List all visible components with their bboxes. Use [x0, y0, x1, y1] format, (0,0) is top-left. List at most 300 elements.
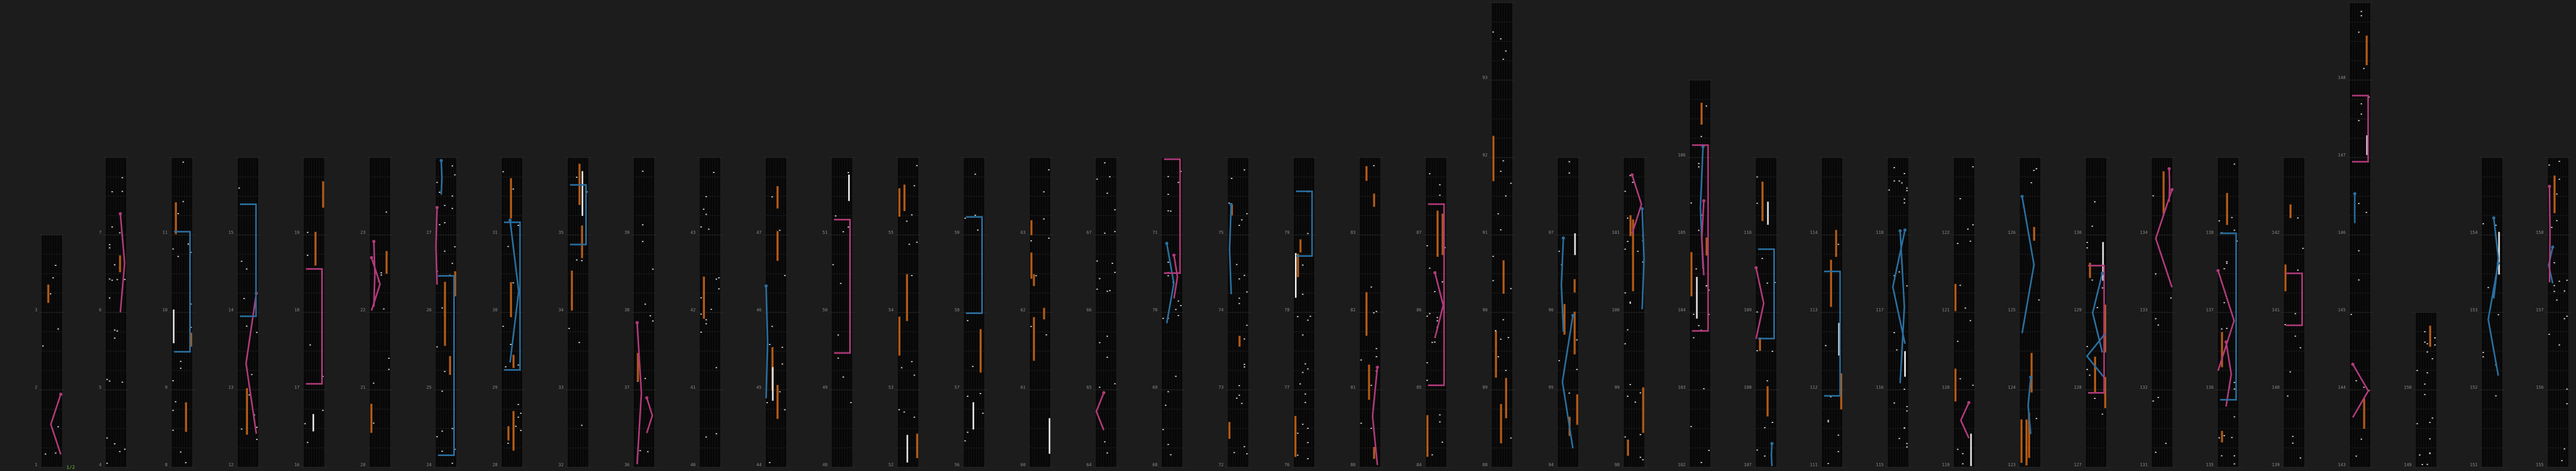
tap-note	[1429, 313, 1431, 314]
tap-note	[1109, 290, 1111, 291]
tap-note	[1498, 356, 1499, 357]
tap-note	[576, 260, 578, 261]
tap-note	[1048, 169, 1050, 170]
tap-note	[2234, 230, 2236, 231]
slide-star	[635, 321, 639, 324]
measure-number: 28	[492, 462, 498, 467]
slide-star	[1165, 242, 1168, 245]
tap-note	[2554, 291, 2555, 292]
slide-star	[2029, 375, 2032, 379]
hold-note	[386, 251, 388, 274]
tap-note	[1114, 383, 1116, 384]
hold-note	[980, 329, 982, 372]
tap-note	[1706, 106, 1708, 107]
tap-note	[769, 462, 771, 463]
tap-note	[645, 304, 646, 305]
tap-note	[2094, 398, 2096, 399]
tap-note	[185, 462, 187, 463]
tap-note	[2292, 443, 2294, 444]
tap-note	[2424, 342, 2426, 343]
measure-number: 106	[1678, 153, 1686, 158]
long-note	[1767, 202, 1769, 225]
tap-note	[1244, 446, 1245, 447]
tap-note	[109, 381, 111, 382]
tap-note	[1371, 428, 1372, 429]
tap-note	[1493, 256, 1494, 257]
tap-note	[640, 450, 641, 451]
measure-number: 56	[954, 462, 960, 467]
measure-number: 77	[1284, 385, 1290, 390]
tap-note	[2297, 217, 2299, 218]
measure-number: 109	[1744, 308, 1752, 312]
tap-note	[437, 182, 438, 183]
tap-note	[2551, 227, 2552, 228]
tap-note	[1371, 286, 1372, 287]
measure-number: 32	[558, 462, 564, 467]
tap-note	[911, 214, 913, 215]
tap-note	[701, 313, 702, 315]
tap-note	[2094, 201, 2096, 202]
measure-number: 25	[426, 385, 432, 390]
tap-note	[1239, 297, 1240, 299]
measure-number: 138	[2206, 230, 2214, 235]
tap-note	[1627, 329, 1628, 331]
tap-note	[2427, 464, 2428, 465]
tap-note	[766, 402, 768, 403]
tap-note	[1302, 294, 1303, 295]
tap-note	[2564, 318, 2565, 319]
measure-number: 128	[2074, 385, 2082, 390]
tap-note	[2285, 324, 2286, 325]
tap-note	[581, 260, 583, 261]
hold-note	[1437, 211, 1439, 257]
long-note	[1904, 351, 1906, 377]
tap-note	[106, 463, 108, 464]
tap-note	[1772, 422, 1773, 423]
tap-note	[1957, 243, 1959, 244]
measure-number: 143	[2338, 462, 2346, 467]
measure-number: 37	[624, 385, 630, 390]
slide-star	[2168, 167, 2171, 170]
hold-note	[1500, 404, 1502, 444]
tap-note	[1307, 320, 1309, 321]
slide-star	[2551, 246, 2554, 249]
tap-note	[251, 374, 253, 375]
hold-note	[370, 404, 373, 433]
tap-note	[241, 261, 243, 262]
long-note	[1295, 253, 1297, 298]
measure-number: 42	[690, 308, 696, 312]
tap-note	[779, 230, 781, 231]
hold-note	[1954, 284, 1957, 311]
tap-note	[848, 172, 849, 173]
measure-number: 68	[1152, 462, 1158, 467]
tap-note	[972, 366, 974, 367]
measure-number: 91	[1482, 230, 1488, 235]
long-note	[848, 175, 850, 201]
tap-note	[645, 378, 646, 379]
hold-note	[1762, 182, 1764, 221]
tap-note	[1233, 452, 1235, 453]
measure-number: 100	[1612, 308, 1620, 312]
tap-note	[1901, 182, 1903, 183]
slide-star	[1230, 203, 1233, 206]
tap-note	[975, 174, 976, 175]
tap-note	[2234, 163, 2236, 164]
tap-note	[2361, 114, 2362, 115]
measure-number: 125	[2008, 308, 2016, 312]
tap-note	[109, 297, 111, 299]
tap-note	[1114, 231, 1116, 232]
measure-number: 102	[1678, 462, 1686, 467]
tap-note	[1635, 402, 1636, 403]
tap-note	[2363, 68, 2365, 69]
slide-path	[2549, 186, 2550, 282]
tap-note	[2226, 263, 2228, 264]
tap-note	[307, 442, 308, 443]
tap-note	[1175, 376, 1177, 377]
tap-note	[1508, 337, 1509, 338]
tap-note	[1640, 457, 1641, 458]
measure-number: 36	[624, 462, 630, 467]
tap-note	[652, 269, 654, 270]
tap-note	[109, 244, 111, 245]
tap-note	[1307, 233, 1309, 234]
hold-note	[2226, 193, 2228, 225]
tap-note	[2356, 456, 2357, 457]
hold-note	[1627, 439, 1629, 456]
hold-note	[185, 403, 187, 432]
tap-note	[642, 224, 643, 225]
tap-note	[1376, 356, 1377, 357]
measure-number: 21	[360, 385, 366, 390]
measure-number: 40	[690, 462, 696, 467]
tap-note	[1168, 210, 1169, 211]
measure-number: 96	[1548, 308, 1554, 312]
tap-note	[1569, 161, 1570, 162]
measure-number: 117	[1876, 308, 1884, 312]
tap-note	[2361, 15, 2362, 16]
tap-note	[2287, 395, 2288, 396]
tap-note	[2231, 217, 2233, 218]
tap-note	[2422, 464, 2423, 465]
measure-number: 132	[2140, 385, 2148, 390]
tap-note	[1510, 437, 1512, 438]
tap-note	[173, 248, 174, 249]
tap-note	[173, 380, 174, 381]
measure-number: 135	[2206, 462, 2214, 467]
measure-number: 9	[165, 385, 168, 390]
tap-note	[256, 439, 258, 440]
tap-note	[2419, 454, 2420, 456]
measure-number: 43	[690, 230, 696, 235]
tap-note	[1972, 166, 1974, 167]
measure-number: 29	[492, 385, 498, 390]
measure-number: 133	[2140, 308, 2148, 312]
measure-number: 55	[888, 230, 894, 235]
hold-note	[2363, 398, 2365, 429]
tap-note	[909, 244, 910, 245]
tap-note	[1625, 191, 1626, 192]
tap-note	[1510, 288, 1512, 289]
tap-note	[1500, 171, 1502, 172]
tap-note	[2549, 164, 2550, 166]
tap-note	[2350, 314, 2352, 315]
tap-note	[1569, 172, 1570, 174]
tap-note	[2566, 403, 2568, 404]
tap-note	[444, 205, 446, 206]
tap-note	[779, 391, 781, 392]
measure-number: 120	[1942, 385, 1950, 390]
slide-star	[1102, 391, 1105, 394]
tap-note	[2234, 382, 2236, 383]
hold-note	[1043, 308, 1045, 319]
tap-note	[2086, 242, 2088, 243]
tap-note	[914, 185, 915, 186]
tap-note	[112, 280, 113, 281]
tap-note	[508, 246, 509, 247]
measure-number: 149	[2404, 462, 2412, 467]
tap-note	[1640, 392, 1641, 394]
tap-note	[177, 256, 179, 257]
tap-note	[1965, 308, 1966, 309]
tap-note	[1772, 351, 1773, 352]
hold-note	[1033, 274, 1035, 286]
hold-note	[1701, 103, 1703, 124]
slide-star	[1562, 237, 1565, 240]
hold-note	[1239, 336, 1241, 347]
tap-note	[2089, 375, 2091, 376]
measure-number: 10	[162, 308, 168, 312]
tap-note	[772, 197, 773, 198]
tap-note	[850, 402, 852, 403]
tap-note	[835, 215, 836, 216]
tap-note	[2221, 328, 2223, 329]
tap-note	[106, 437, 108, 438]
tap-note	[2559, 161, 2561, 162]
tap-note	[452, 166, 453, 167]
tap-note	[58, 328, 59, 329]
hold-note	[510, 178, 512, 218]
slide-star	[370, 256, 373, 259]
measure-number: 118	[1876, 230, 1884, 235]
slide-star	[1770, 442, 1773, 445]
tap-note	[1246, 213, 1248, 214]
tap-note	[1642, 459, 1644, 460]
tap-note	[2366, 212, 2368, 213]
hold-note	[1426, 415, 1429, 457]
hold-note	[1030, 220, 1033, 235]
tap-note	[1838, 435, 1840, 436]
tap-note	[642, 241, 643, 242]
tap-note	[2554, 262, 2555, 263]
tap-note	[1371, 385, 1372, 386]
tap-note	[1701, 136, 1702, 137]
tap-note	[967, 432, 968, 433]
tap-note	[1693, 314, 1695, 315]
long-note	[973, 402, 974, 429]
tap-note	[2036, 418, 2037, 419]
tap-note	[772, 326, 773, 327]
tap-note	[256, 332, 258, 333]
tap-note	[1168, 176, 1169, 177]
tap-note	[1170, 454, 1171, 456]
measure-number: 115	[1876, 462, 1884, 467]
tap-note	[1970, 241, 1972, 242]
slide-star	[2021, 195, 2024, 198]
tap-note	[246, 269, 247, 270]
tap-note	[173, 410, 174, 411]
tap-note	[2556, 220, 2558, 221]
tap-note	[117, 331, 118, 332]
measure-number: 156	[2536, 385, 2544, 390]
measure-number: 151	[2470, 462, 2478, 467]
tap-note	[114, 329, 115, 331]
tap-note	[1231, 178, 1232, 179]
tap-note	[437, 347, 438, 348]
tap-note	[305, 423, 306, 424]
tap-note	[2361, 103, 2362, 104]
tap-note	[2564, 449, 2565, 450]
tap-note	[1625, 343, 1626, 344]
tap-note	[307, 232, 308, 233]
tap-note	[705, 319, 707, 320]
tap-note	[1244, 364, 1245, 365]
tap-note	[1630, 303, 1631, 304]
tap-note	[383, 309, 385, 310]
tap-note	[2300, 347, 2301, 348]
tap-note	[106, 379, 108, 380]
tap-note	[1361, 423, 1362, 424]
tap-note	[2086, 346, 2088, 347]
hold-note	[175, 202, 177, 234]
tap-note	[2488, 287, 2489, 288]
tap-note	[576, 177, 578, 178]
measure-number: 59	[954, 230, 960, 235]
tap-note	[1625, 436, 1626, 437]
tap-note	[2549, 334, 2550, 335]
tap-note	[1239, 385, 1240, 386]
tap-note	[1828, 463, 1829, 464]
tap-note	[1505, 51, 1507, 52]
measure-number: 64	[1086, 462, 1092, 467]
measure-number: 71	[1152, 230, 1158, 235]
tap-note	[1170, 210, 1171, 211]
tap-note	[2033, 170, 2035, 171]
tap-note	[1701, 462, 1702, 463]
tap-note	[1625, 292, 1626, 293]
measure-number: 78	[1284, 308, 1290, 312]
measure-number: 67	[1086, 230, 1092, 235]
tap-note	[1429, 173, 1431, 174]
tap-note	[581, 425, 583, 426]
measure-number: 146	[2338, 230, 2346, 235]
measure-number: 72	[1218, 462, 1224, 467]
measure-number: 124	[2008, 385, 2016, 390]
hold-note	[1365, 166, 1368, 180]
tap-note	[2429, 422, 2431, 423]
tap-note	[1426, 380, 1428, 381]
tap-note	[1246, 292, 1248, 293]
measure-number: 31	[492, 230, 498, 235]
tap-note	[119, 232, 121, 233]
tap-note	[1178, 301, 1180, 302]
tap-note	[1168, 194, 1169, 195]
measure-number: 122	[1942, 230, 1950, 235]
tap-note	[1439, 195, 1441, 196]
tap-note	[1708, 450, 1710, 451]
tap-note	[1764, 456, 1766, 457]
slide-star	[1173, 254, 1176, 257]
measure-number: 86	[1416, 308, 1422, 312]
measure-number: 139	[2272, 462, 2280, 467]
tap-note	[1300, 383, 1301, 384]
tap-note	[518, 365, 519, 366]
tap-note	[256, 427, 258, 428]
measure-number: 158	[2536, 230, 2544, 235]
hold-note	[1503, 260, 1505, 294]
hold-note	[1030, 253, 1033, 279]
measure-number: 93	[1482, 75, 1488, 80]
tap-note	[1236, 398, 1238, 399]
tap-note	[1757, 203, 1758, 204]
tap-note	[2092, 280, 2093, 281]
measure-number: 98	[1614, 462, 1620, 467]
tap-note	[2356, 380, 2357, 381]
tap-note	[2221, 456, 2223, 457]
tap-note	[701, 332, 702, 333]
tap-note	[1239, 225, 1240, 226]
tap-note	[2554, 285, 2555, 286]
tap-note	[782, 347, 783, 348]
tap-note	[2361, 11, 2362, 12]
hold-note	[1576, 394, 1578, 425]
tap-note	[914, 375, 915, 376]
tap-note	[1165, 405, 1167, 406]
tap-note	[2155, 273, 2156, 274]
tap-note	[520, 413, 522, 414]
tap-note	[1899, 438, 1900, 439]
tap-note	[122, 177, 123, 178]
tap-note	[848, 226, 849, 227]
tap-note	[1373, 312, 1375, 313]
tap-note	[2224, 268, 2225, 269]
long-note	[1696, 277, 1698, 318]
measure-number: 7	[99, 230, 102, 235]
tap-note	[1297, 316, 1299, 317]
tap-note	[2165, 443, 2167, 444]
tap-note	[2427, 351, 2428, 352]
tap-note	[1906, 187, 1908, 189]
tap-note	[1495, 330, 1496, 331]
tap-note	[55, 452, 57, 453]
tap-note	[42, 346, 44, 347]
tap-note	[1030, 326, 1032, 327]
tap-note	[114, 337, 115, 339]
tap-note	[1972, 384, 1974, 386]
hold-note	[1954, 368, 1957, 401]
tap-note	[2224, 435, 2225, 436]
measure-number: 41	[690, 385, 696, 390]
tap-note	[1305, 363, 1306, 364]
tap-note	[1757, 350, 1758, 351]
tap-note	[1632, 182, 1634, 183]
measure-number: 34	[558, 308, 564, 312]
measure-number: 126	[2008, 230, 2016, 235]
tap-note	[2153, 195, 2154, 197]
tap-note	[784, 409, 786, 410]
measure-number: 44	[756, 462, 762, 467]
